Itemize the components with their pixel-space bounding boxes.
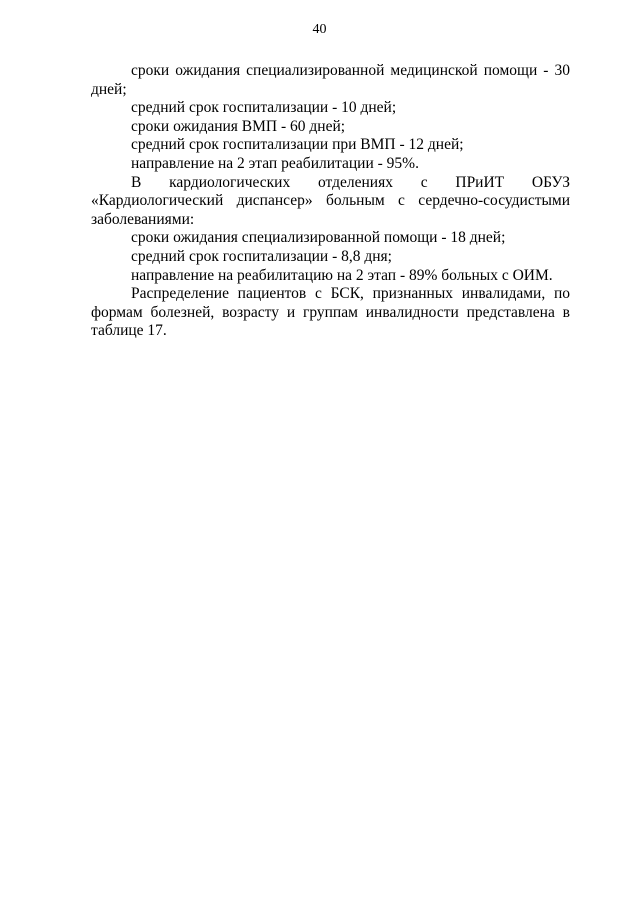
paragraph-cardiology-departments: В кардиологических отделениях с ПРиИТ ОБУЗ «Кардиологический диспансер» больным с сердечно-сосудистыми заболеваниями:	[91, 173, 570, 228]
paragraph-waiting-hitech-care: сроки ожидания ВМП - 60 дней;	[131, 117, 346, 135]
paragraph-rehab-referral: направление на 2 этап реабилитации - 95%.	[131, 154, 419, 172]
paragraph-cardio-rehab-referral: направление на реабилитацию на 2 этап - 89% больных с ОИМ.	[131, 266, 553, 284]
paragraph-average-hospital-stay: средний срок госпитализации - 10 дней;	[131, 99, 397, 117]
document-body	[91, 62, 570, 341]
paragraph-waiting-specialized-care: сроки ожидания специализированной медицинской помощи - 30 дней;	[91, 62, 570, 98]
paragraph-cardio-waiting: сроки ожидания специализированной помощи - 18 дней;	[131, 229, 506, 247]
paragraph-average-stay-hitech: средний срок госпитализации при ВМП - 12 дней;	[131, 136, 464, 154]
paragraph-cardio-average-stay: средний срок госпитализации - 8,8 дня;	[131, 247, 392, 265]
page-number: 40	[312, 22, 327, 37]
paragraph-disability-distribution: Распределение пациентов с БСК, признанных инвалидами, по формам болезней, возрасту и группам инвалидности представлена в таблице 17.	[91, 285, 570, 340]
